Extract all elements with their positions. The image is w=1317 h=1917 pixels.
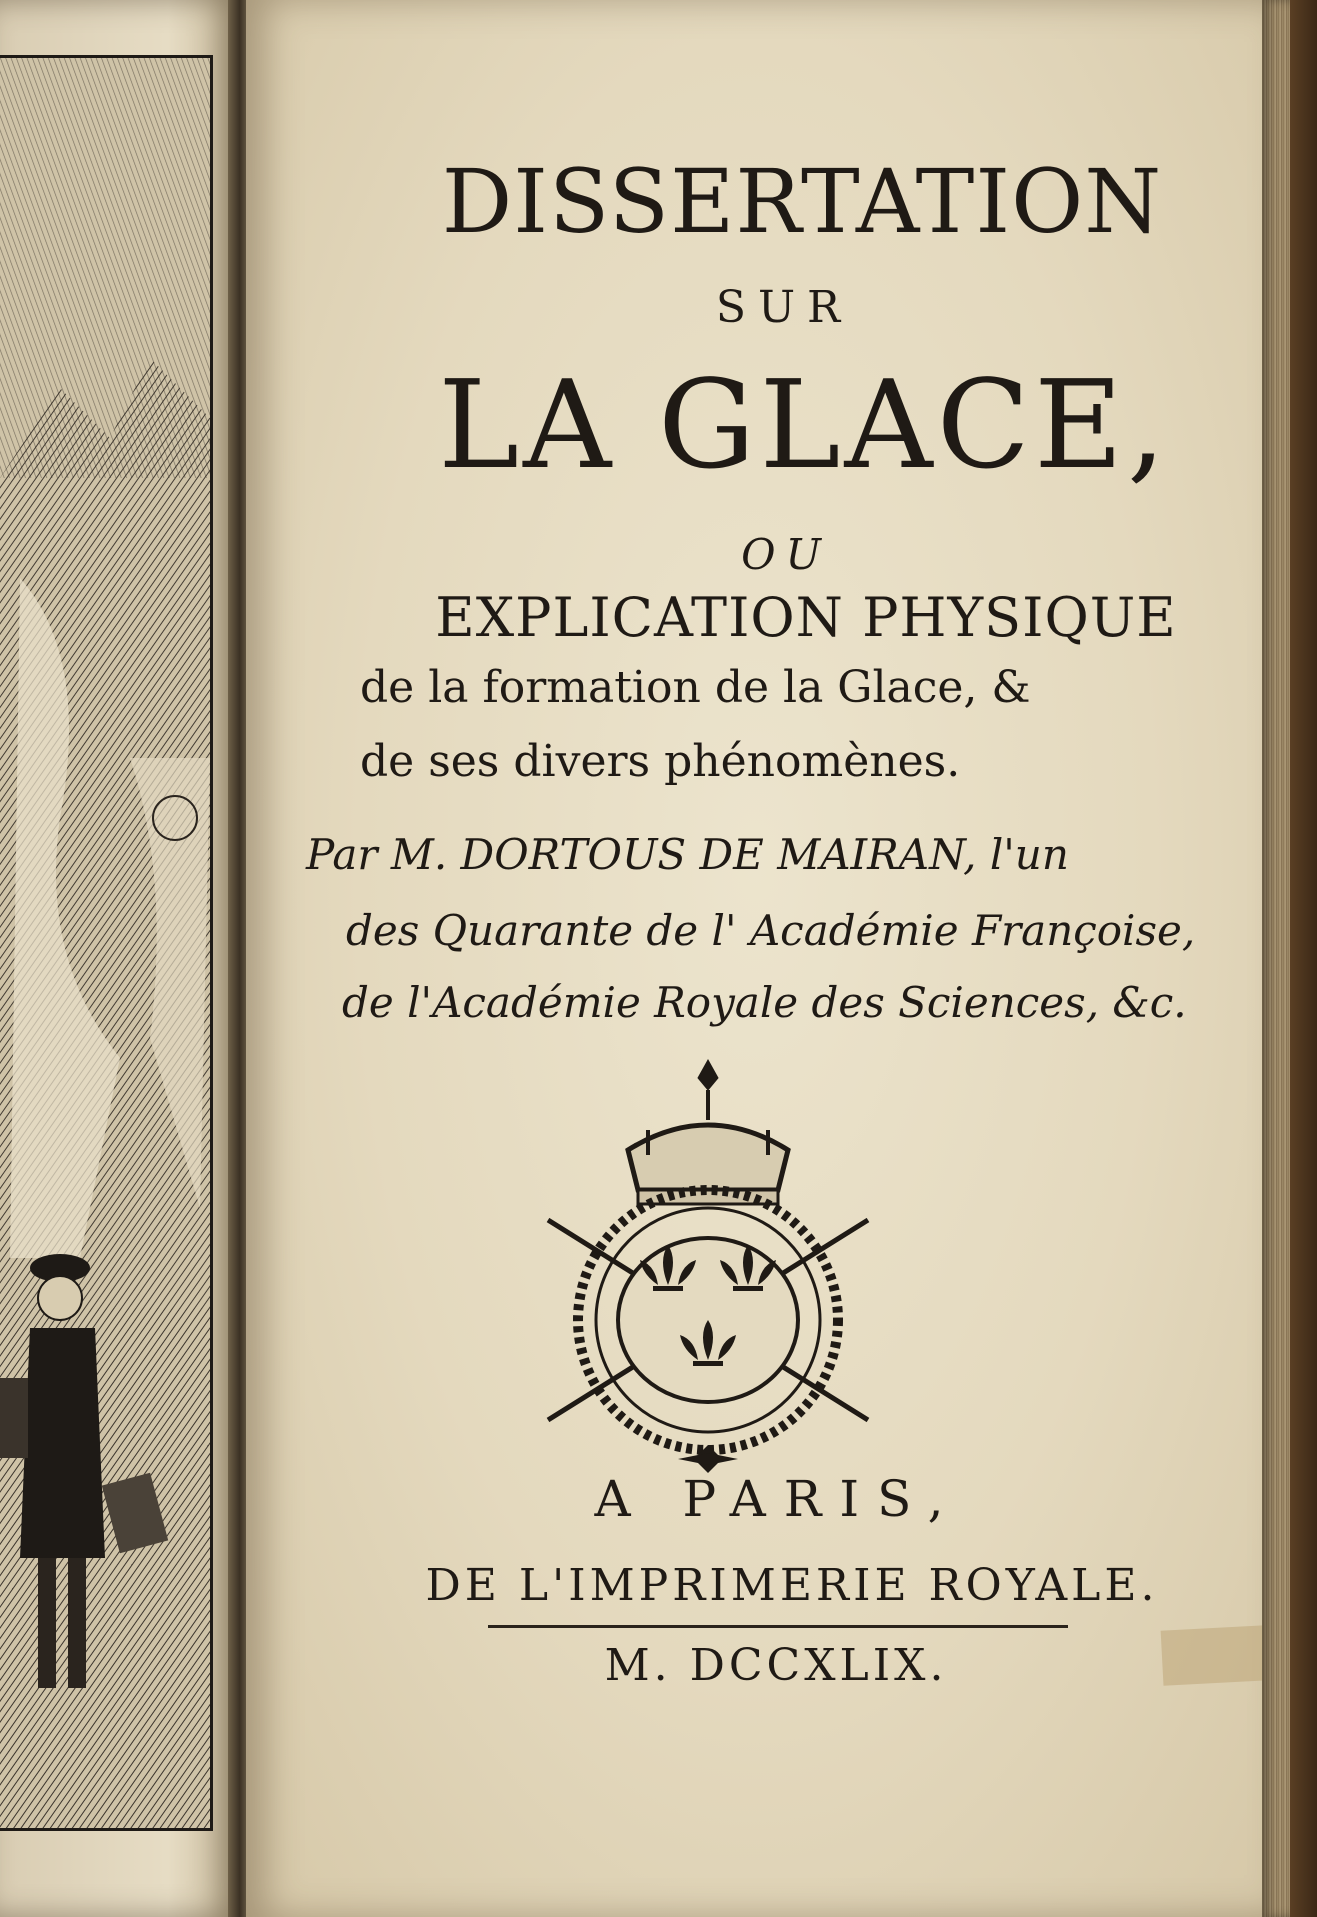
author-line-1: Par M. DORTOUS DE MAIRAN, l'un (306, 830, 1069, 879)
title-ou: OU (741, 530, 831, 579)
tape-stain (1161, 1625, 1269, 1685)
imprint-date: M. DCCXLIX. (604, 1640, 948, 1691)
subtitle-line-1: de la formation de la Glace, & (360, 662, 1031, 713)
imprint-rule (488, 1625, 1068, 1628)
imprint-place: A PARIS, (594, 1470, 962, 1528)
title-dissertation: DISSERTATION (441, 150, 1163, 253)
title-sur: SUR (715, 282, 853, 333)
author-line-3: de l'Académie Royale des Sciences, &c. (342, 978, 1187, 1027)
imprint-printer: DE L'IMPRIMERIE ROYALE. (425, 1560, 1159, 1611)
title-explication: EXPLICATION PHYSIQUE (435, 586, 1177, 649)
subtitle-line-2: de ses divers phénomènes. (360, 736, 961, 787)
author-line-2: des Quarante de l' Académie Françoise, (346, 906, 1196, 955)
frontispiece-engraving (0, 55, 213, 1831)
leather-binding (1290, 0, 1317, 1917)
title-page (246, 0, 1266, 1917)
left-page (0, 0, 240, 1917)
title-la-glace: LA GLACE, (438, 354, 1170, 496)
royal-arms-seal (508, 1040, 908, 1480)
